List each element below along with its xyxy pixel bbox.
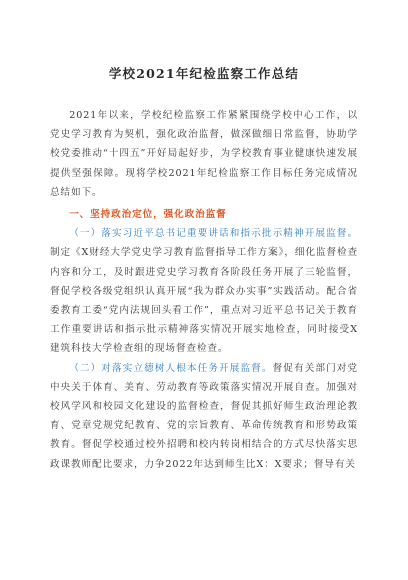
subsection-1-body: 制定《X财经大学党史学习教育监督指导工作方案》，细化监督检查内容和分工，及时跟进党史学习教育各阶段任务开展了三轮监督，督促学校各级党组织认真开展“我为群众办实事”实践活动。配合省委教育工委“党内法规回头看工作”，重点对习近平总书记关于教育工作重要讲话和指示批示精神落实情况开展实地检查，同时接受X建筑科技大学检查组的现场督查检查。: [50, 247, 358, 355]
section-heading-1: 一、坚持政治定位，强化政治监督: [69, 209, 227, 221]
intro-paragraph: 2021年以来，学校纪检监察工作紧紧围绕学校中心工作，以党史学习教育为契机，强化政治监督，做深做细日常监督，协助学校党委推动“十四五”开好局起好步，为学校教育事业健康快速发展提供坚强保障。现将学校2021年纪检监察工作目标任务完成情况总结如下。: [50, 110, 358, 198]
subsection-1: [50, 224, 358, 358]
subsection-2-body: 督促有关部门对党中央关于体育、美育、劳动教育等政策落实情况开展自查。加强对校风学风和校园文化建设的监督检查，督促其抓好师生政治理论教育、党章党规党纪教育、党的宗旨教育、革命传统教育和形势政策教育。督促学校通过校外招聘和校内转岗相结合的方式尽快落实思政课教师配比要求，力争2022年达到师生比X：X要求；督导有关: [50, 362, 359, 470]
subsection-1-heading: （一）落实习近平总书记重要讲话和指示批示精神开展监督。: [69, 228, 358, 240]
document-title: 学校2021年纪检监察工作总结: [108, 66, 300, 81]
subsection-2-heading: （二）对落实立德树人根本任务开展监督。: [69, 362, 273, 374]
subsection-2: [50, 359, 358, 474]
